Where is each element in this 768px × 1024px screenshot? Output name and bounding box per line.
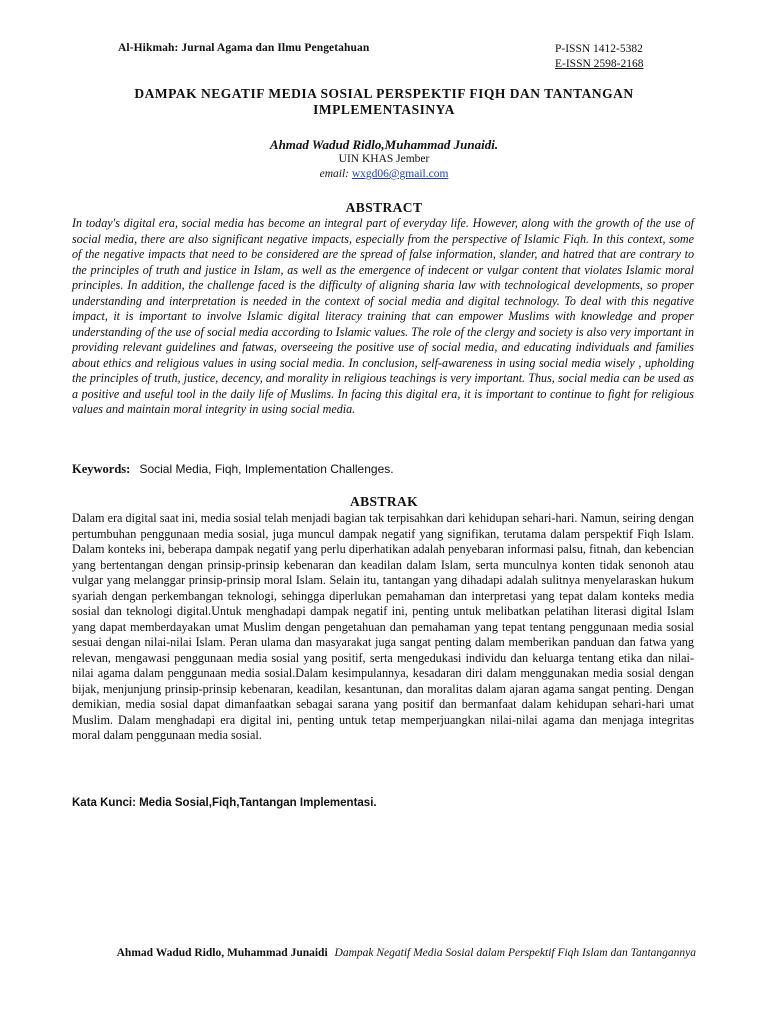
email-line [0, 168, 768, 180]
affiliation: UIN KHAS Jember [338, 153, 430, 165]
email-link[interactable]: wxgd06@gmail.com [351, 168, 449, 180]
keywords-label: Keywords: [72, 462, 131, 476]
paper-title: DAMPAK NEGATIF MEDIA SOSIAL PERSPEKTIF FIQH DAN TANTANGAN IMPLEMENTASINYA [134, 86, 634, 117]
kata-kunci: Kata Kunci: Media Sosial,Fiqh,Tantangan Implementasi. [72, 797, 377, 809]
issn-block [555, 42, 644, 72]
page-footer [100, 946, 696, 960]
keywords-value: Social Media, Fiqh, Implementation Challenges. [139, 462, 394, 476]
footer-title: Dampak Negatif Media Sosial dalam Perspektif Fiqh Islam dan Tantangannya [334, 947, 696, 959]
abstract-body: In today's digital era, social media has become an integral part of everyday life. However, along with the growth of the use of social media, there are also significant negative impacts, especially from the perspective of Islamic Fiqh. In this context, some of the negative impacts that need to be considered are the spread of false information, slander, and hatred that are contrary to the principles of truth and justice in Islam, as well as the emergence of indecent or vulgar content that violates Islamic moral principles. In addition, the challenge faced is the difficulty of aligning sharia law with technological developments, so proper understanding and interpretation is needed in the context of social media and digital technology. To deal with this negative impact, it is important to involve Islamic digital literacy training that can empower Muslims with knowledge and proper understanding of the use of social media according to Islamic values. The role of the clergy and society is also very important in providing relevant guidelines and fatwas, overseeing the positive use of social media, and educating individuals and families about ethics and religious values in using social media. In conclusion, self-awareness in using social media wisely , upholding the principles of truth, justice, decency, and morality in religious teachings is very important. Thus, social media can be used as a positive and useful tool in the daily life of Muslims. In facing this digital era, it is important to continue to fight for religious values and maintain moral integrity in using social media. [72, 216, 694, 416]
pissn: P-ISSN 1412-5382 [555, 43, 643, 55]
abstrak-body: Dalam era digital saat ini, media sosial telah menjadi bagian tak terpisahkan dari kehidupan sehari-hari. Namun, seiring dengan pertumbuhan penggunaan media sosial, juga muncul dampak negatif yang signifikan, terutama dalam perspektif Fiqh Islam. Dalam konteks ini, beberapa dampak negatif yang perlu diperhatikan adalah penyebaran informasi palsu, fitnah, dan kebencian yang bertentangan dengan prinsip-prinsip kebenaran dan keadilan dalam Islam, serta munculnya konten tidak senonoh atau vulgar yang melanggar prinsip-prinsip moral Islam. Selain itu, tantangan yang dihadapi adalah sulitnya menyelaraskan hukum syariah dengan perkembangan teknologi, sehingga diperlukan pemahaman dan interpretasi yang tepat dalam konteks media sosial dan teknologi digital.Untuk menghadapi dampak negatif ini, penting untuk melibatkan pelatihan literasi digital Islam yang dapat memberdayakan umat Muslim dengan pengetahuan dan pemahaman yang tepat tentang penggunaan media sosial sesuai dengan nilai-nilai Islam. Peran ulama dan masyarakat juga sangat penting dalam memberikan panduan dan fatwa yang relevan, mengawasi penggunaan media sosial yang positif, serta mengedukasi individu dan keluarga tentang etika dan nilai-nilai agama dalam penggunaan media sosial.Dalam kesimpulannya, kesadaran diri dalam menggunakan media sosial dengan bijak, menjunjung prinsip-prinsip kebenaran, keadilan, kesantunan, dan moralitas dalam ajaran agama sangat penting. Dengan demikian, media sosial dapat dimanfaatkan sebagai sarana yang positif dan bermanfaat dalam kehidupan sehari-hari umat Muslim. Dalam menghadapi era digital ini, penting untuk tetap memperjuangkan nilai-nilai agama dan menjaga integritas moral dalam penggunaan media sosial. [72, 511, 694, 742]
abstract-heading: ABSTRACT [345, 200, 423, 215]
eissn-link[interactable]: E-ISSN 2598-2168 [555, 58, 644, 70]
journal-name: Al-Hikmah: Jurnal Agama dan Ilmu Pengetahuan [118, 42, 370, 54]
abstrak-heading: ABSTRAK [349, 494, 419, 509]
authors: Ahmad Wadud Ridlo,Muhammad Junaidi. [269, 137, 499, 152]
keywords [72, 462, 694, 477]
footer-authors: Ahmad Wadud Ridlo, Muhammad Junaidi [116, 947, 328, 959]
email-label: email: [319, 168, 349, 180]
